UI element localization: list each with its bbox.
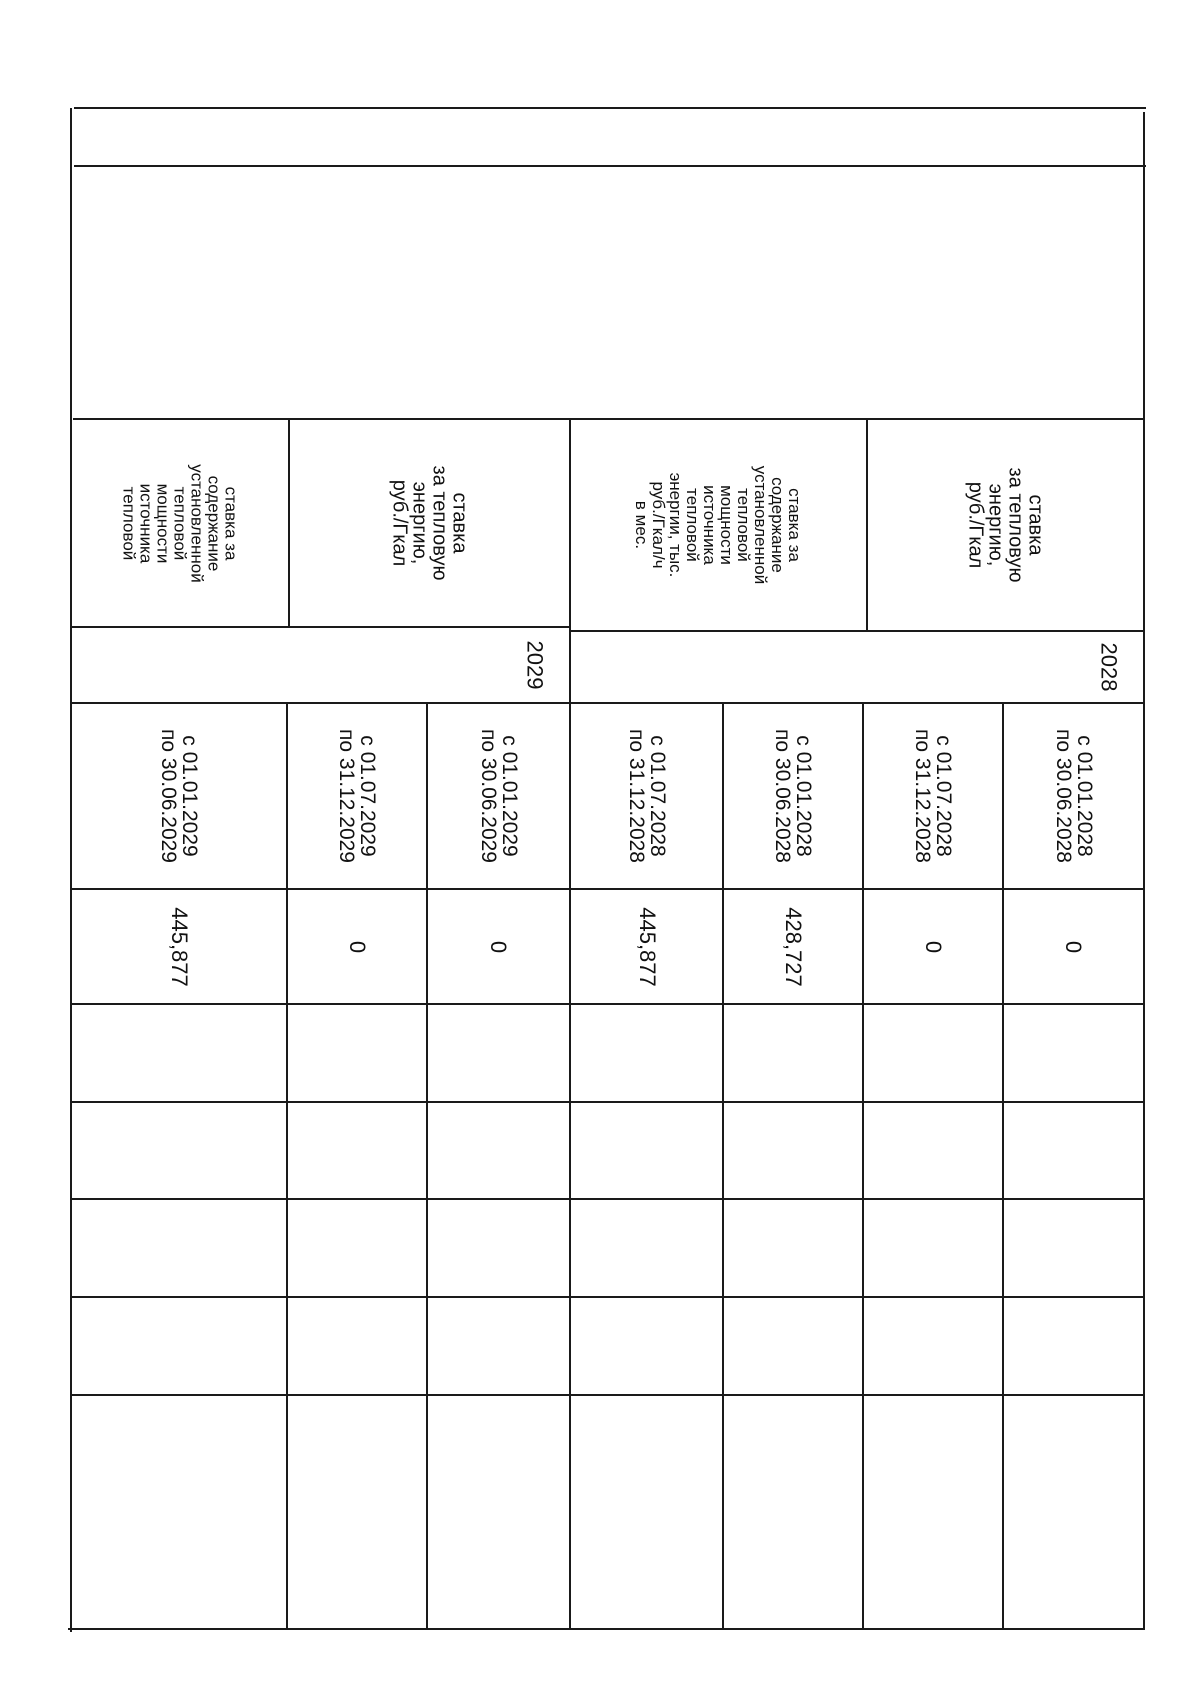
capacity-rate-header-2028 [571, 420, 866, 630]
table-header-cell [74, 167, 1143, 418]
energy-rate-label-2028: ставка за тепловую энергию, руб./Гкал [964, 467, 1047, 583]
date-range-2029-h1-capacity [72, 704, 286, 888]
year-cell-2028 [571, 632, 1143, 702]
row-line-empty-5 [70, 1394, 1145, 1396]
capacity-rate-label-2028: ставка за содержание установленной тепловой мощности источника тепловой энергии, тыс. руб./Гкал/ч в мес. [632, 465, 805, 585]
date-range-text: с 01.07.2028 по 31.12.2028 [624, 729, 669, 863]
year-2029: 2029 [522, 640, 548, 690]
row-line-empty-3 [71, 1198, 1145, 1200]
value-2028-h1-capacity [724, 890, 862, 1003]
date-range-text: с 01.01.2028 по 30.06.2028 [771, 729, 815, 863]
date-range-text: с 01.01.2029 по 30.06.2029 [157, 729, 201, 863]
table-border-right [1143, 112, 1145, 1628]
date-range-2029-h2-energy [288, 704, 426, 888]
value-text: 445,877 [634, 906, 660, 987]
value-2029-h1-energy [428, 890, 569, 1003]
date-range-text: с 01.01.2029 по 30.06.2029 [476, 729, 521, 863]
capacity-rate-label-2029: ставка за содержание установленной тепловой мощности источника тепловой [119, 463, 241, 583]
value-2028-h1-energy [1004, 890, 1143, 1003]
value-text: 0 [1061, 940, 1087, 953]
date-range-2029-h1-energy [428, 704, 569, 888]
value-2028-h2-capacity [571, 890, 722, 1003]
value-text: 428,727 [781, 906, 806, 987]
energy-rate-header-2029 [290, 420, 569, 626]
value-2029-h2-energy [288, 890, 426, 1003]
value-text: 0 [921, 940, 946, 953]
value-text: 445,877 [167, 906, 192, 987]
row-line-empty-2 [71, 1101, 1145, 1103]
table-title-cell [74, 109, 1143, 165]
year-2028: 2028 [1096, 642, 1122, 692]
date-range-2028-h1-capacity [724, 704, 862, 888]
value-2028-h2-energy [864, 890, 1002, 1003]
date-range-text: с 01.07.2028 по 31.12.2028 [911, 729, 955, 863]
value-text: 0 [345, 940, 370, 953]
date-range-2028-h2-capacity [571, 704, 722, 888]
value-2029-h1-capacity [72, 890, 286, 1003]
date-range-text: с 01.07.2029 по 31.12.2029 [335, 729, 379, 863]
date-range-2028-h1-energy [1004, 704, 1143, 888]
energy-rate-label-2029: ставка за тепловую энергию, руб./Гкал [388, 465, 471, 581]
year-cell-2029 [72, 628, 569, 702]
table-border-bottom [68, 1628, 1145, 1630]
row-line-empty-4 [70, 1296, 1145, 1298]
energy-rate-header-2028 [868, 420, 1143, 630]
row-line-empty-1 [71, 1003, 1145, 1005]
value-text: 0 [486, 940, 512, 953]
capacity-rate-header-2029 [72, 420, 288, 626]
date-range-2028-h2-energy [864, 704, 1002, 888]
date-range-text: с 01.01.2028 по 30.06.2028 [1051, 729, 1096, 863]
